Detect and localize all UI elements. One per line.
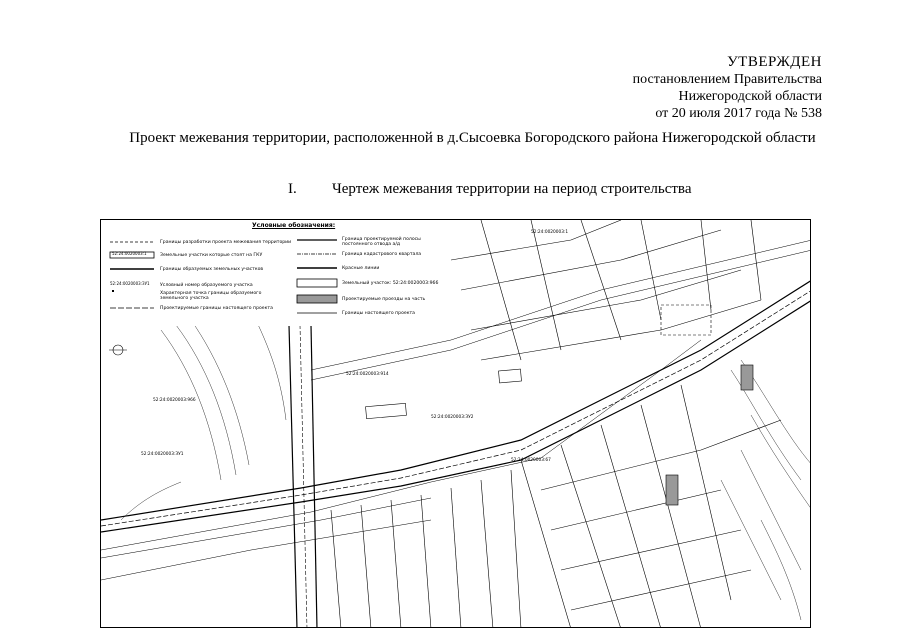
legend-title: Условные обозначения: (252, 222, 336, 229)
legend-item-6: Проектируемые границы настоящего проекта (160, 306, 273, 311)
legend-sample-code-2: 52:24:0020003:ЗУ1 (110, 281, 150, 286)
approved-line-2: Нижегородской области (678, 89, 822, 104)
map-legend (102, 221, 447, 326)
parcel-label: 52:24:0020003:67 (511, 458, 551, 463)
approved-line-1: постановлением Правительства (632, 72, 822, 87)
legend-item-11: Проектируемые проезды на часть (342, 297, 426, 302)
survey-map (100, 219, 811, 628)
legend-sample-code-1: 52:24:0020003:1 (112, 251, 147, 256)
parcel-label: 52:24:0020003:ЗУ1 (141, 452, 184, 457)
approved-heading: УТВЕРЖДЕН (727, 54, 822, 70)
document-title: Проект межевания территории, расположенной в д.Сысоевка Богородского района Нижегородской области (129, 130, 816, 146)
parcel-label: 52:24:0020003:1 (531, 230, 569, 235)
section-text: Чертеж межевания территории на период строительства (332, 181, 692, 197)
legend-item-12: Границы настоящего проекта (342, 311, 415, 316)
legend-item-2: Земельные участки которые стоят на ГКУ (160, 253, 263, 258)
section-number: I. (288, 181, 297, 197)
legend-item-3: Границы образуемых земельных участков (160, 267, 264, 272)
parcel-label: 52:24:0020003:ЗУ2 (431, 415, 474, 420)
legend-item-7: Граница проектируемой полосы постоянного отвода а/д (342, 237, 421, 247)
legend-item-5: Характерная точка границы образуемого земельного участка (160, 291, 262, 301)
legend-item-9: Красные линии (342, 266, 380, 271)
legend-item-1: Границы разработки проекта межевания территории (160, 240, 292, 245)
section-heading (288, 181, 691, 198)
legend-item-8: Граница кадастрового квартала (342, 252, 422, 257)
legend-item-4: Условный номер образуемого участка (160, 283, 253, 288)
parcel-label: 52:24:0020003:966 (153, 398, 196, 403)
approved-line-3: от 20 июля 2017 года № 538 (655, 106, 822, 121)
legend-item-10: Земельный участок: 52:24:0020003:966 (342, 281, 439, 286)
approval-block (633, 54, 822, 122)
parcel-label: 52:24:0020003:914 (346, 372, 389, 377)
